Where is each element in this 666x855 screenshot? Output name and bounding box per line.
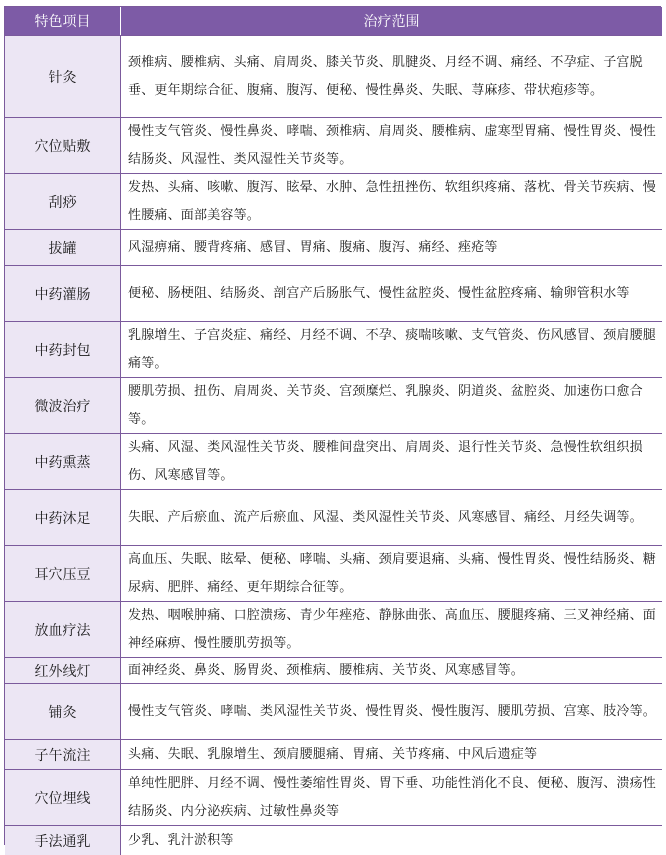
row-scope-text: 风湿痹痛、腰背疼痛、感冒、胃痛、腹痛、腹泻、痛经、痤疮等 [128, 239, 498, 255]
row-scope-text: 面神经炎、鼻炎、肠胃炎、颈椎病、腰椎病、关节炎、风寒感冒等。 [128, 662, 525, 678]
row-category: 耳穴压豆 [5, 545, 121, 601]
row-category: 中药熏蒸 [5, 433, 121, 489]
row-category: 微波治疗 [5, 377, 121, 433]
row-scope [121, 545, 662, 601]
row-category: 穴位埋线 [5, 769, 121, 825]
row-scope [121, 769, 662, 825]
row-scope-text: 发热、头痛、咳嗽、腹泻、眩晕、水肿、急性扭挫伤、软组织疼痛、落枕、骨关节疾病、慢性腰痛、面部美容等。 [128, 180, 657, 223]
row-scope-text: 慢性支气管炎、哮喘、类风湿性关节炎、慢性胃炎、慢性腹泻、腰肌劳损、宫寒、肢冷等。 [128, 703, 657, 719]
row-scope [121, 825, 662, 855]
row-scope [121, 35, 662, 117]
treatment-table [4, 6, 661, 850]
row-category: 中药沐足 [5, 489, 121, 545]
row-scope-text: 乳腺增生、子宫炎症、痛经、月经不调、不孕、痰喘咳嗽、支气管炎、伤风感冒、颈肩腰腿痛等。 [128, 328, 657, 371]
row-category: 刮痧 [5, 173, 121, 229]
row-scope-text: 颈椎病、腰椎病、头痛、肩周炎、膝关节炎、肌腱炎、月经不调、痛经、不孕症、子宫脱垂、更年期综合征、腹痛、腹泻、便秘、慢性鼻炎、失眠、荨麻疹、带状疱疹等。 [128, 55, 643, 98]
row-scope-text: 头痛、风湿、类风湿性关节炎、腰椎间盘突出、肩周炎、退行性关节炎、急慢性软组织损伤、风寒感冒等。 [128, 440, 643, 483]
row-scope-text: 头痛、失眠、乳腺增生、颈肩腰腿痛、胃痛、关节疼痛、中风后遗症等 [128, 746, 538, 762]
row-scope [121, 265, 662, 321]
row-scope [121, 739, 662, 769]
header-category: 特色项目 [5, 7, 121, 35]
row-scope-text: 单纯性肥胖、月经不调、慢性萎缩性胃炎、胃下垂、功能性消化不良、便秘、腹泻、溃疡性结肠炎、内分泌疾病、过敏性鼻炎等 [128, 776, 657, 819]
row-scope [121, 657, 662, 683]
row-category: 铺灸 [5, 683, 121, 739]
row-category: 红外线灯 [5, 657, 121, 683]
row-scope [121, 173, 662, 229]
row-scope-text: 失眠、产后瘀血、流产后瘀血、风湿、类风湿性关节炎、风寒感冒、痛经、月经失调等。 [128, 509, 643, 525]
header-scope: 治疗范围 [121, 7, 662, 35]
row-category: 中药封包 [5, 321, 121, 377]
row-scope [121, 683, 662, 739]
row-scope-text: 慢性支气管炎、慢性鼻炎、哮喘、颈椎病、肩周炎、腰椎病、虚寒型胃痛、慢性胃炎、慢性结肠炎、风湿性、类风湿性关节炎等。 [128, 124, 657, 167]
row-scope [121, 601, 662, 657]
row-scope [121, 117, 662, 173]
row-category: 子午流注 [5, 739, 121, 769]
row-scope-text: 少乳、乳汁淤积等 [128, 832, 234, 848]
row-scope [121, 489, 662, 545]
row-scope [121, 433, 662, 489]
row-category: 放血疗法 [5, 601, 121, 657]
row-category: 拔罐 [5, 229, 121, 265]
row-scope [121, 321, 662, 377]
row-scope-text: 发热、咽喉肿痛、口腔溃疡、青少年痤疮、静脉曲张、高血压、腰腿疼痛、三叉神经痛、面神经麻痹、慢性腰肌劳损等。 [128, 608, 657, 651]
row-category: 穴位贴敷 [5, 117, 121, 173]
row-scope [121, 377, 662, 433]
row-scope-text: 高血压、失眠、眩晕、便秘、哮喘、头痛、颈肩要退痛、头痛、慢性胃炎、慢性结肠炎、糖尿病、肥胖、痛经、更年期综合征等。 [128, 552, 657, 595]
row-category: 手法通乳 [5, 825, 121, 855]
row-scope [121, 229, 662, 265]
row-scope-text: 腰肌劳损、扭伤、肩周炎、关节炎、宫颈糜烂、乳腺炎、阴道炎、盆腔炎、加速伤口愈合等。 [128, 384, 643, 427]
row-scope-text: 便秘、肠梗阻、结肠炎、剖宫产后肠胀气、慢性盆腔炎、慢性盆腔疼痛、输卵管积水等 [128, 285, 630, 301]
row-category: 针灸 [5, 35, 121, 117]
row-category: 中药灌肠 [5, 265, 121, 321]
